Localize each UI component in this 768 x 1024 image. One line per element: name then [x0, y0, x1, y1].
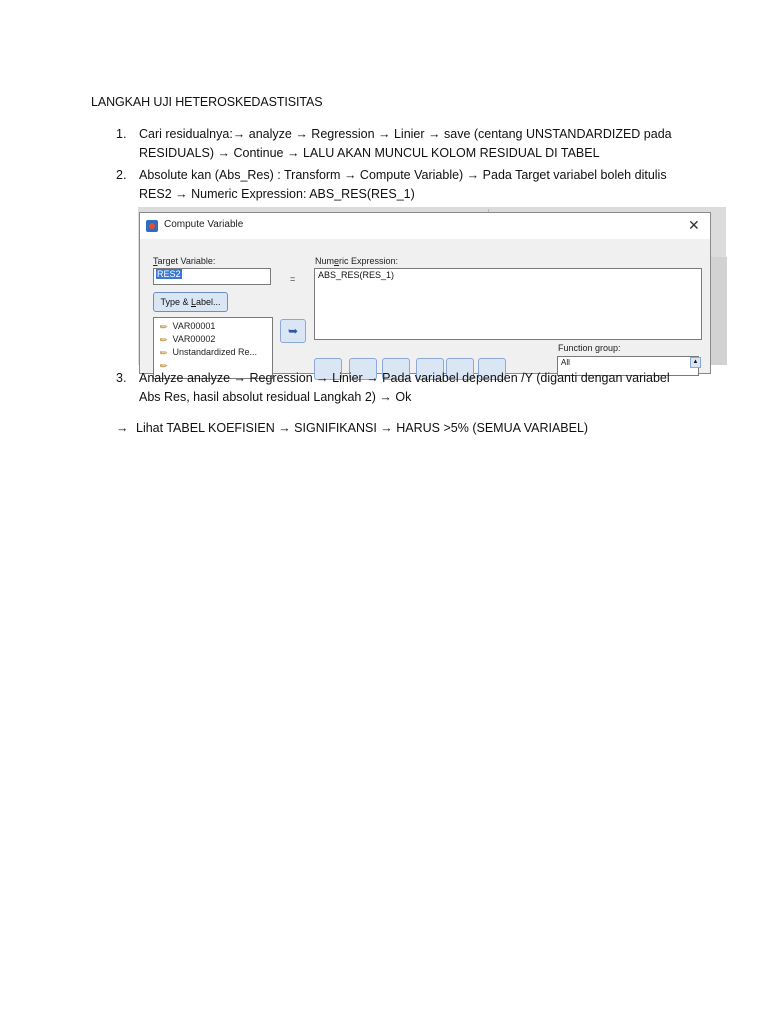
move-variable-button[interactable]	[280, 319, 306, 343]
equals-sign: =	[290, 274, 296, 284]
list-item[interactable]: ✎ VAR00002	[157, 333, 216, 347]
step-line: Cari residualnya:→ analyze → Regression → Linier → save (centang UNSTANDARDIZED pada	[139, 127, 672, 141]
final-note	[116, 421, 588, 435]
pencil-icon: ✎	[157, 320, 170, 334]
list-item[interactable]: ✎ Unstandardized Re...	[157, 346, 258, 360]
close-icon[interactable]: ✕	[688, 217, 700, 233]
scroll-up-icon[interactable]: ▲	[690, 357, 701, 368]
target-variable-value: RES2	[157, 269, 181, 279]
numeric-expression-input[interactable]	[314, 268, 702, 340]
arrow-icon: →	[116, 421, 129, 435]
step-line: RESIDUALS) → Continue → LALU AKAN MUNCUL KOLOM RESIDUAL DI TABEL	[139, 146, 600, 160]
spss-app-icon	[146, 220, 158, 232]
step-text	[139, 125, 719, 163]
function-group-value: All	[561, 358, 570, 367]
note-text: Lihat TABEL KOEFISIEN → SIGNIFIKANSI → HARUS >5% (SEMUA VARIABEL)	[136, 421, 589, 435]
step-text	[139, 369, 719, 407]
compute-variable-screenshot	[138, 207, 726, 373]
step-number: 3.	[116, 371, 127, 385]
step-number: 1.	[116, 127, 127, 141]
target-variable-label: Target Variable:	[153, 256, 216, 266]
pencil-icon: ✎	[157, 359, 170, 373]
step-line: Analyze analyze → Regression → Linier → Pada variabel dependen /Y (diganti dengan variabel	[139, 371, 670, 385]
pencil-icon: ✎	[157, 346, 170, 360]
function-group-label: Function group:	[558, 343, 621, 353]
step-line: RES2 → Numeric Expression: ABS_RES(RES_1)	[139, 187, 415, 201]
document-heading: LANGKAH UJI HETEROSKEDASTISITAS	[91, 95, 323, 109]
dialog-title: Compute Variable	[164, 219, 244, 230]
step-line: Abs Res, hasil absolut residual Langkah 2) → Ok	[139, 390, 412, 404]
step-line: Absolute kan (Abs_Res) : Transform → Compute Variable) → Pada Target variabel boleh ditulis	[139, 168, 667, 182]
step-text	[139, 166, 719, 204]
numeric-expression-value: ABS_RES(RES_1)	[318, 270, 395, 280]
background-scrollbar	[710, 257, 727, 365]
type-label-button[interactable]: Type & Label...	[153, 292, 228, 312]
compute-variable-dialog	[139, 212, 711, 374]
target-variable-input[interactable]	[153, 268, 271, 285]
step-number: 2.	[116, 168, 127, 182]
numeric-expression-label: Numeric Expression:	[315, 256, 399, 266]
arrow-right-icon: ➥	[287, 324, 299, 338]
list-item[interactable]: ✎ VAR00001	[157, 320, 216, 334]
dialog-titlebar	[140, 213, 710, 239]
pencil-icon: ✎	[157, 333, 170, 347]
